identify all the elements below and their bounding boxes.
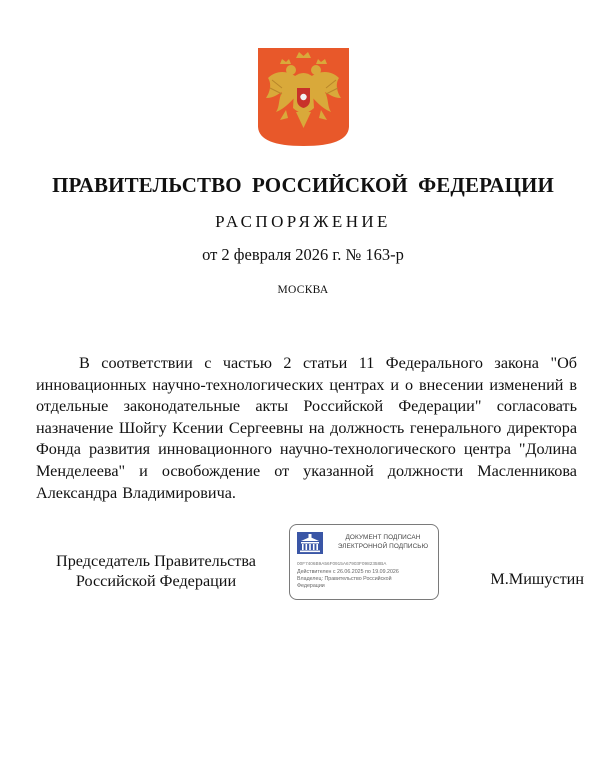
signer-name: М.Мишустин [490,570,584,588]
stamp-title-line-2: ЭЛЕКТРОННОЙ ПОДПИСЬЮ [337,543,429,550]
signer-position-line-2: Российской Федерации [75,572,237,590]
order-paragraph: В соответствии с частью 2 статьи 11 Федерального закона "Об инновационных научно-технологических центрах и о внесении изменений в отдельные законодательные акты Российской Федерации" согласовать назначение Шойгу Ксении Сергеевны на должность генерального директора Фонда развития инновационного научно-технологического центра "Долина Менделеева" и освобождение от указанной должности Масленникова Александра Владимировича. [36,354,577,502]
document-date-number: от 2 февраля 2026 г. № 163-р [202,245,404,264]
electronic-signature-stamp [289,524,439,600]
stamp-validity: Действителен с 26.06.2025 по 19.09.2026 [297,569,399,575]
government-title: ПРАВИТЕЛЬСТВО РОССИЙСКОЙ ФЕДЕРАЦИИ [52,173,554,197]
document-city: МОСКВА [277,284,329,296]
signer-position-line-1: Председатель Правительства [56,552,256,570]
signer-position [36,551,276,591]
document-type: РАСПОРЯЖЕНИЕ [215,212,391,231]
government-building-icon [297,532,323,554]
stamp-owner [297,576,397,589]
coat-of-arms-icon [258,48,349,146]
stamp-title-line-1: ДОКУМЕНТ ПОДПИСАН [345,534,421,541]
stamp-owner-line-2: Федерации [297,582,325,589]
stamp-certificate-number: 00F7406B9A56F0915A67903F0982358BA [297,561,387,566]
stamp-title [330,533,436,551]
stamp-owner-line-1: Владелец: Правительство Российской [297,576,392,582]
